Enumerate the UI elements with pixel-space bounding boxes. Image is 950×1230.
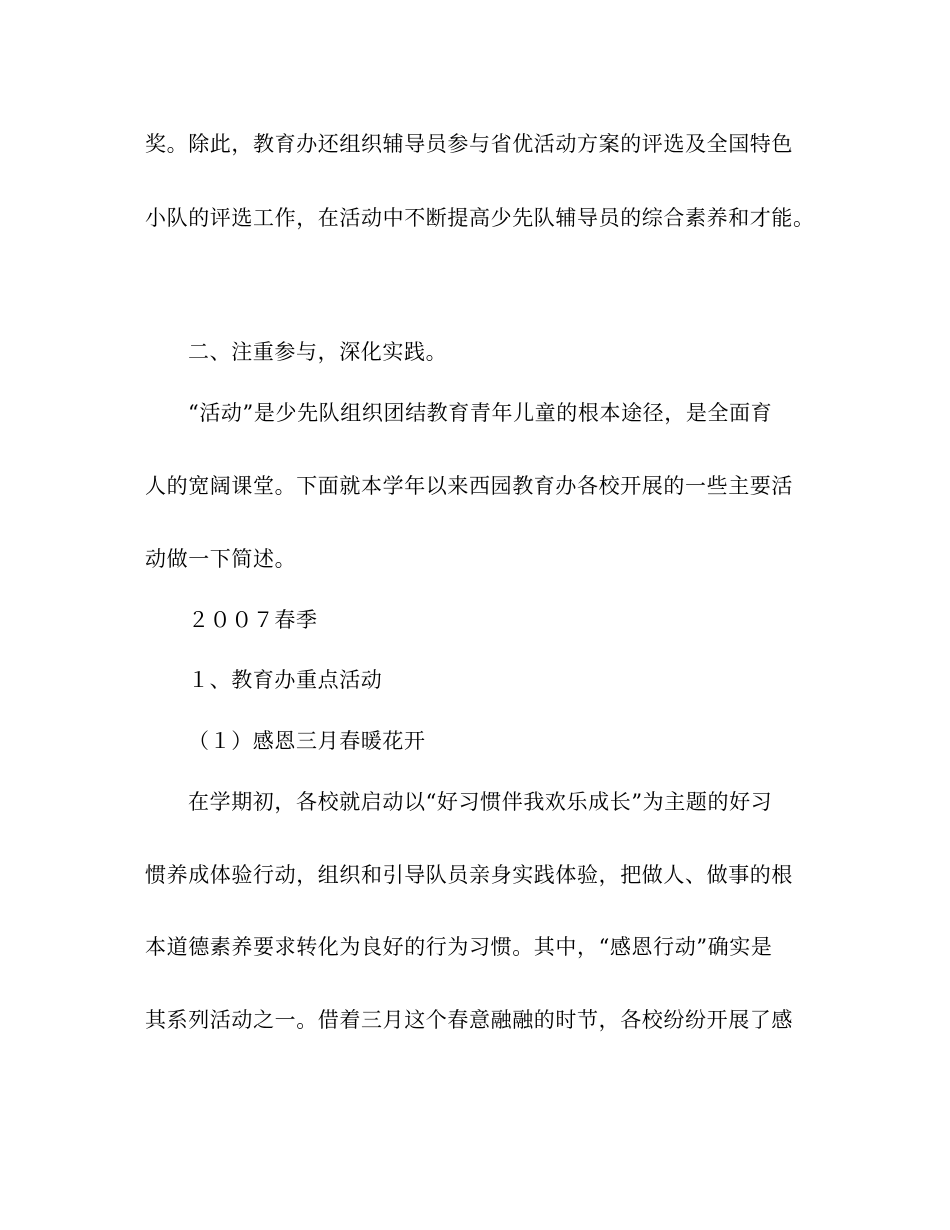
paragraph-line: 动做一下简述。 — [145, 547, 297, 571]
subsection-heading: （１）感恩三月春暖花开 — [188, 729, 426, 753]
paragraph-line: 惯养成体验行动，组织和引导队员亲身实践体验，把做人、做事的根 — [145, 863, 793, 887]
subsection-heading: １、教育办重点活动 — [188, 668, 383, 692]
subsection-heading: ２００７春季 — [188, 608, 318, 632]
paragraph-line: 人的宽阔课堂。下面就本学年以来西园教育办各校开展的一些主要活 — [145, 474, 793, 498]
paragraph-line: 小队的评选工作，在活动中不断提高少先队辅导员的综合素养和才能。 — [145, 206, 815, 230]
paragraph-line: 其系列活动之一。借着三月这个春意融融的时节，各校纷纷开展了感 — [145, 1008, 793, 1032]
paragraph-line: 本道德素养要求转化为良好的行为习惯。其中，“感恩行动”确实是 — [145, 935, 773, 959]
paragraph-line: 奖。除此，教育办还组织辅导员参与省优活动方案的评选及全国特色 — [145, 132, 793, 156]
paragraph-line: 在学期初，各校就启动以“好习惯伴我欢乐成长”为主题的好习 — [188, 790, 773, 814]
paragraph-line: “活动”是少先队组织团结教育青年儿童的根本途径，是全面育 — [188, 401, 773, 425]
section-heading: 二、注重参与，深化实践。 — [188, 340, 448, 364]
